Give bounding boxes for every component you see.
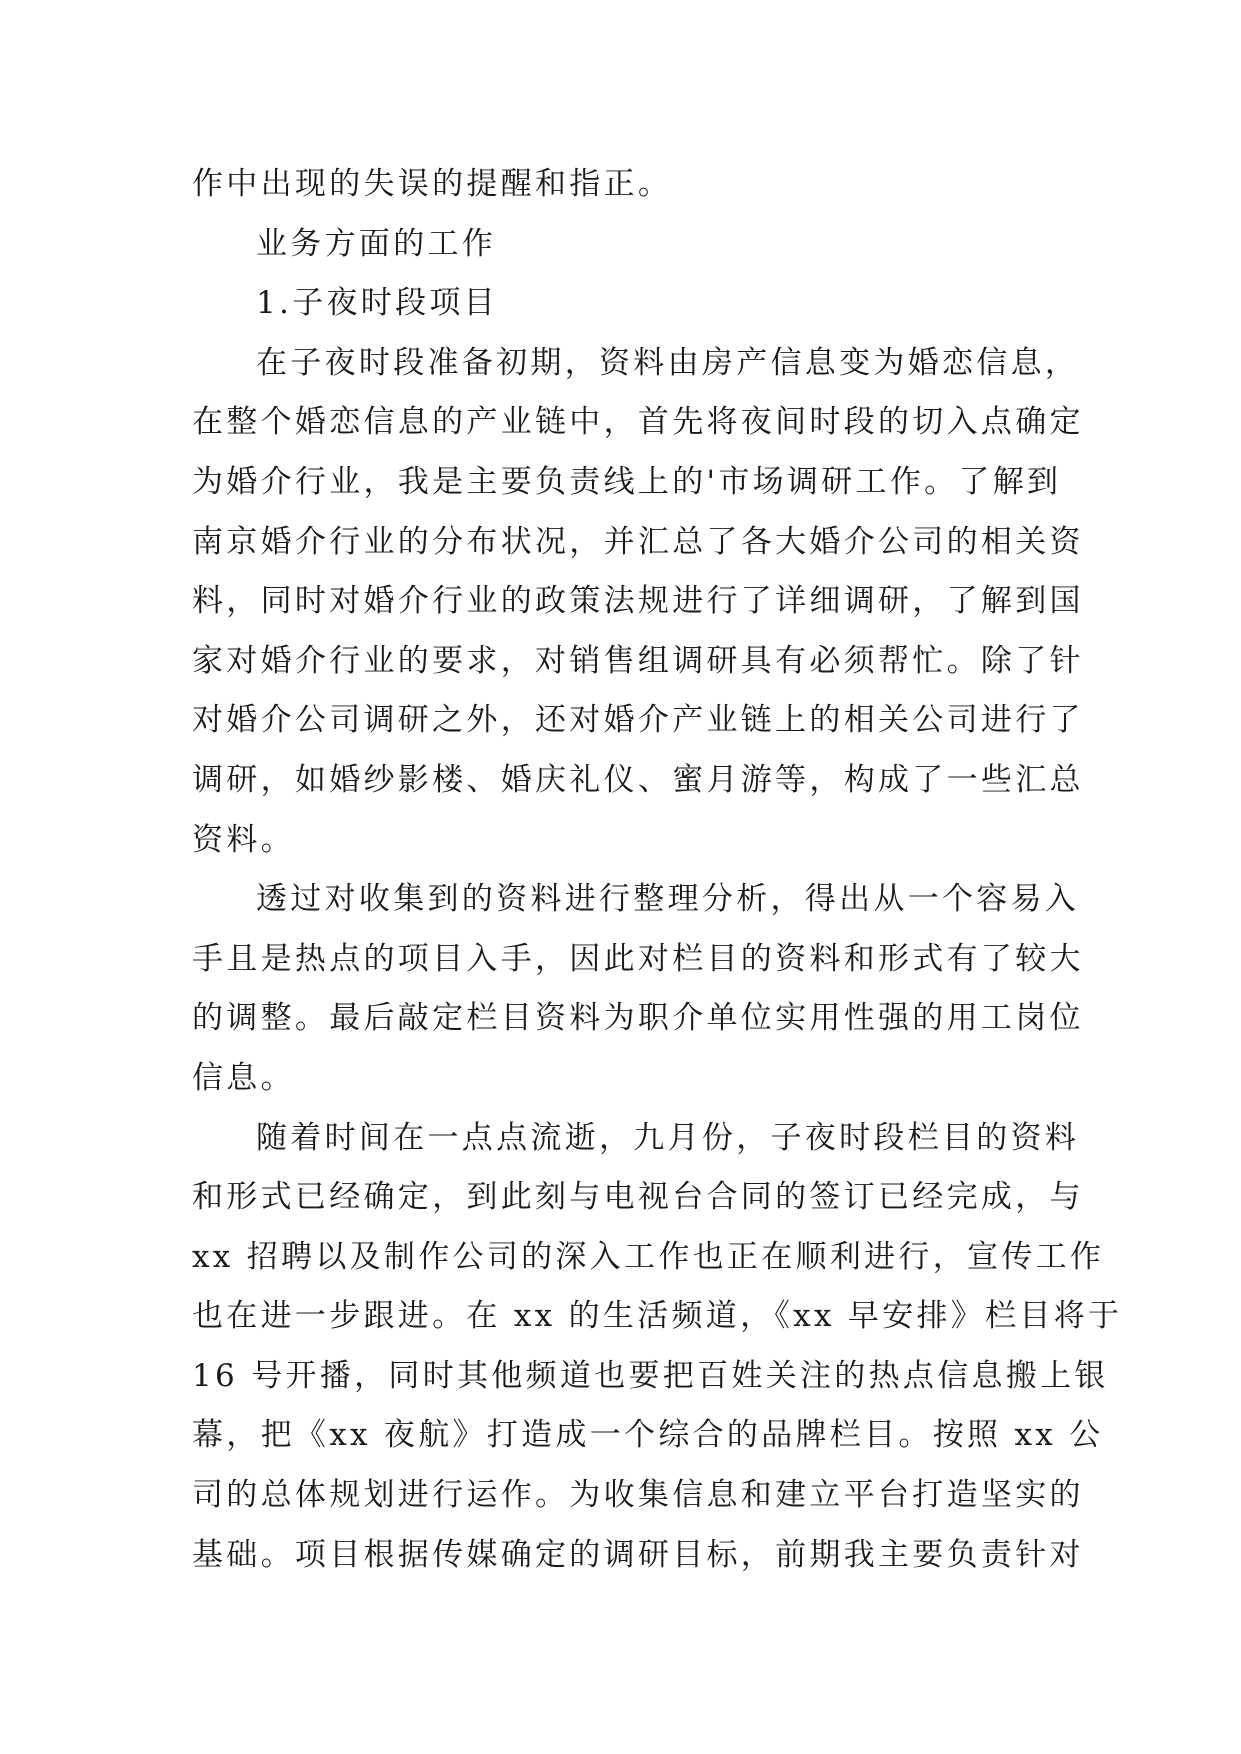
text-line: 在整个婚恋信息的产业链中，首先将夜间时段的切入点确定 — [192, 404, 1084, 441]
text-line: 调研，如婚纱影楼、婚庆礼仪、蜜月游等，构成了一些汇总 — [192, 761, 1084, 798]
text-line: 在子夜时段准备初期，资料由房产信息变为婚恋信息， — [256, 344, 1080, 381]
text-line: 也在进一步跟进。在 xx 的生活频道，《xx 早安排》栏目将于 — [192, 1298, 1123, 1335]
text-line: 资料。 — [192, 821, 295, 858]
text-line: 南京婚介行业的分布状况，并汇总了各大婚介公司的相关资 — [192, 523, 1084, 560]
text-line: 基础。项目根据传媒确定的调研目标，前期我主要负责针对 — [192, 1536, 1084, 1573]
text-line: 司的总体规划进行运作。为收集信息和建立平台打造坚实的 — [192, 1477, 1084, 1514]
text-line: 16 号开播，同时其他频道也要把百姓关注的热点信息搬上银 — [192, 1357, 1109, 1394]
text-line: 幕，把《xx 夜航》打造成一个综合的品牌栏目。按照 xx 公 — [192, 1417, 1104, 1454]
text-line: 的调整。最后敲定栏目资料为职介单位实用性强的用工岗位 — [192, 1000, 1084, 1037]
document-body — [192, 155, 1123, 1585]
text-line: 料，同时对婚介行业的政策法规进行了详细调研，了解到国 — [192, 583, 1084, 620]
text-line: 1.子夜时段项目 — [256, 285, 498, 322]
text-line: 信息。 — [192, 1059, 295, 1096]
text-line: 业务方面的工作 — [256, 225, 497, 262]
text-line: 家对婚介行业的要求，对销售组调研具有必须帮忙。除了针 — [192, 642, 1084, 679]
text-line: 手且是热点的项目入手，因此对栏目的资料和形式有了较大 — [192, 940, 1084, 977]
text-line: 对婚介公司调研之外，还对婚介产业链上的相关公司进行了 — [192, 702, 1084, 739]
text-line: 和形式已经确定，到此刻与电视台合同的签订已经完成，与 — [192, 1179, 1084, 1216]
text-line: xx 招聘以及制作公司的深入工作也正在顺利进行，宣传工作 — [192, 1238, 1105, 1275]
text-line: 透过对收集到的资料进行整理分析，得出从一个容易入 — [256, 881, 1080, 918]
text-line: 作中出现的失误的提醒和指正。 — [192, 166, 673, 202]
text-line: 为婚介行业，我是主要负责线上的'市场调研工作。了解到 — [192, 463, 1062, 500]
text-line: 随着时间在一点点流逝，九月份，子夜时段栏目的资料 — [256, 1119, 1080, 1156]
